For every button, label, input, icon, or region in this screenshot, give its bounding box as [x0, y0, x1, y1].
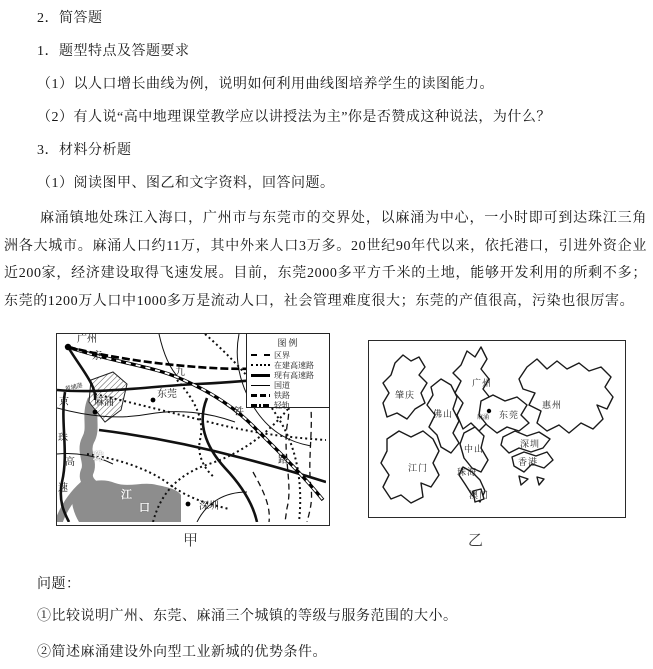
- question-2: （2）有人说“高中地理课堂教学应以讲授法为主”你是否赞成这种说法，为什么？: [37, 110, 551, 125]
- legend-item-railway: [251, 390, 326, 400]
- legend-item-light-rail: [251, 400, 326, 410]
- national-road-swatch: [251, 385, 270, 386]
- road-char-gao: 高: [65, 457, 75, 468]
- guangzhou-dot: [65, 344, 71, 350]
- caption-yi: 乙: [468, 533, 484, 549]
- material-instruction: （1）阅读图甲、图乙和文字资料，回答问题。: [37, 176, 335, 191]
- sub-question-2: ②简述麻涌建设外向型工业新城的优势条件。: [37, 645, 327, 660]
- region-label-jiangmen: 江门: [408, 463, 429, 473]
- dongguan-dot: [151, 398, 156, 403]
- under-construction-swatch: [251, 364, 270, 366]
- caption-jia: 甲: [183, 533, 199, 549]
- region-label-shenzhen: 深圳: [520, 439, 541, 449]
- legend-title: 图例: [277, 338, 300, 348]
- map-jia-transport: [56, 333, 330, 526]
- region-zhaoqing: [383, 355, 427, 419]
- city-label-guangzhou: 广州: [77, 334, 97, 345]
- region-label-guangzhou: 广州: [472, 378, 493, 388]
- road-char-zhu: 珠: [58, 433, 68, 444]
- region-label-macau: 澳门: [469, 490, 490, 500]
- sub-question-1: ①比较说明广州、东莞、麻涌三个城镇的等级与服务范围的大小。: [37, 609, 458, 624]
- river-char-zhu: 珠: [93, 451, 104, 463]
- legend-label: 在建高速路: [274, 360, 314, 370]
- port-label-huangpu: 黄埔港: [64, 382, 84, 394]
- hongkong-islet-1: [519, 476, 528, 485]
- legend-item-national-road: [251, 380, 326, 390]
- region-label-foshan: 佛山: [433, 409, 454, 419]
- road-char-su: 速: [58, 483, 68, 494]
- city-label-shenzhen: 深圳: [199, 501, 219, 512]
- legend-label: 轻轨: [274, 400, 290, 410]
- question-1: （1）以人口增长曲线为例，说明如何利用曲线图培养学生的读图能力。: [37, 77, 494, 92]
- legend-item-under-construction: [251, 360, 326, 370]
- section-heading-material: 3．材料分析题: [37, 143, 132, 158]
- material-paragraph: 麻涌镇地处珠江入海口，广州市与东莞市的交界处，以麻涌为中心，一小时即可到达珠江三角洲各大城市。麻涌人口约11万，其中外来人口3万多。20世纪90年代以来，依托港口，引进外资企业近200家，经济建设取得飞速发展。目前，东莞2000多平方千米的土地，能够开发利用的所剩不多；东莞的1200万人口中1000多万是流动人口，社会管理难度很大；东莞的产值很高，污染也很厉害。: [4, 211, 647, 309]
- road-char-jing2: 京: [59, 397, 69, 408]
- rail-char-jiu: 九: [175, 367, 185, 378]
- existing-expressway-swatch: [251, 374, 270, 377]
- town-label-machong: 麻涌: [477, 415, 490, 421]
- legend-item-existing-expressway: [251, 370, 326, 380]
- legend-label: 现有高速路: [274, 370, 314, 380]
- section-heading-short-answer: 2．简答题: [37, 11, 103, 26]
- rail-char-tie: 铁: [234, 407, 244, 418]
- shenzhen-dot: [186, 502, 191, 507]
- heading-question-type: 1．题型特点及答题要求: [37, 44, 190, 59]
- questions-heading: 问题：: [37, 577, 81, 592]
- map-yi-regions: [368, 340, 626, 518]
- river-estuary: [72, 480, 181, 522]
- river-char-kou: 口: [139, 502, 150, 514]
- rail-char-jing: 京: [92, 351, 102, 362]
- city-label-dongguan: 东莞: [157, 389, 177, 400]
- railway-swatch: [251, 394, 270, 397]
- map-yi-linework: [369, 341, 622, 514]
- legend-label: 铁路: [274, 390, 290, 400]
- region-label-dongguan: 东莞: [499, 410, 520, 420]
- machong-dot-yi: [487, 409, 491, 413]
- river-char-jiang: 江: [121, 489, 132, 501]
- region-label-huizhou: 惠州: [542, 400, 563, 410]
- rail-char-lu: 路: [278, 455, 288, 466]
- machong-dot: [93, 410, 98, 415]
- hongkong-islet-2: [537, 477, 544, 485]
- region-label-zhongshan: 中山: [464, 444, 485, 454]
- light-rail-swatch: [251, 404, 270, 407]
- city-label-machong: 麻涌: [94, 397, 114, 408]
- legend-item-boundary: [251, 350, 326, 360]
- boundary-line-swatch: [251, 354, 270, 356]
- region-outlines: [381, 347, 613, 503]
- region-label-zhuhai: 珠海: [457, 467, 478, 477]
- river-channel: [86, 400, 99, 491]
- map-legend: [246, 333, 330, 408]
- legend-label: 国道: [274, 380, 290, 390]
- region-label-hongkong: 香港: [518, 457, 539, 467]
- region-label-zhaoqing: 肇庆: [395, 390, 416, 400]
- region-huizhou: [519, 359, 613, 433]
- legend-label: 区界: [274, 350, 290, 360]
